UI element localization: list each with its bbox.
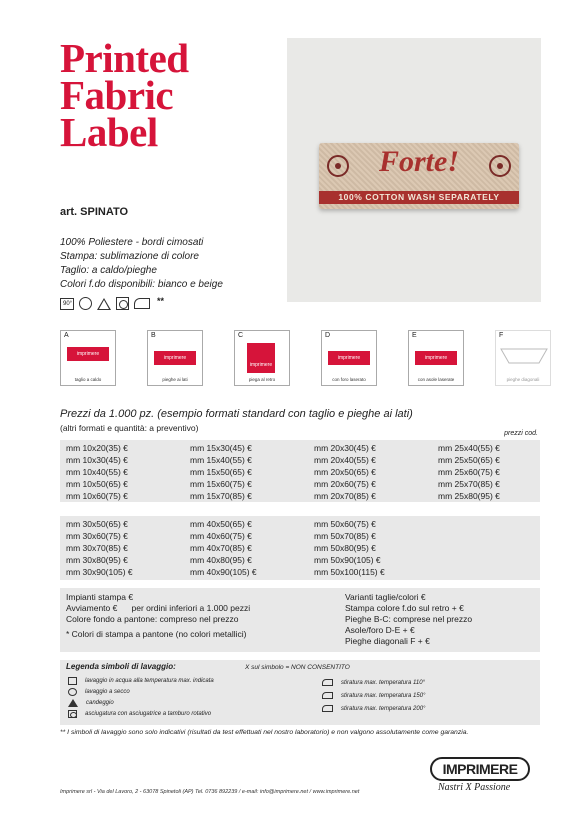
- care-symbols: [60, 297, 164, 310]
- format-tag: imprimere: [247, 343, 275, 373]
- description-line: Colori f.do disponibili: bianco e beige: [60, 279, 223, 290]
- legend-item: [322, 679, 425, 686]
- footer-address: Imprimere srl - Via del Lavoro, 2 - 63078 Spinetoli (AP) Tel. 0736 892239 / e-mail: info@imprimere.net / www.imprimere.net: [60, 789, 360, 795]
- format-caption: pieghe ai lati: [162, 377, 188, 382]
- dry-clean-icon: [68, 688, 77, 696]
- price-cell: mm 40x80(95) €: [190, 555, 252, 565]
- price-cell: mm 30x80(95) €: [66, 555, 128, 565]
- extras-panel: [60, 588, 540, 652]
- iron-icon: [322, 692, 333, 699]
- price-cell: mm 40x60(75) €: [190, 531, 252, 541]
- asterisks: **: [157, 295, 165, 306]
- legend-title: Legenda simboli di lavaggio:: [66, 662, 176, 671]
- legend-text: stiratura max. temperatura 150°: [341, 692, 426, 699]
- bleach-icon: [97, 298, 111, 310]
- legend-text: lavaggio a secco: [85, 689, 130, 695]
- format-caption: con asole laserate: [417, 377, 455, 382]
- fabric-label-image: [319, 143, 519, 209]
- price-cell: mm 30x50(65) €: [66, 519, 128, 529]
- legend-item: [322, 705, 425, 712]
- price-cell: mm 30x60(75) €: [66, 531, 128, 541]
- price-cell: mm 25x40(55) €: [438, 443, 500, 453]
- price-cell: mm 30x90(105) €: [66, 567, 133, 577]
- description: [60, 236, 223, 292]
- title-line-3: Label: [60, 109, 158, 155]
- iron-icon: [322, 679, 333, 686]
- price-cell: mm 10x20(35) €: [66, 443, 128, 453]
- price-column: [438, 442, 500, 502]
- prices-subtitle: (altri formati e quantità: a preventivo): [60, 423, 199, 433]
- legend-item: [68, 677, 214, 685]
- extras-left: [66, 592, 250, 640]
- price-cell: mm 15x70(85) €: [190, 491, 252, 501]
- price-column: [314, 442, 376, 502]
- price-cell: mm 10x50(65) €: [66, 479, 128, 489]
- legend-item: [68, 710, 211, 718]
- format-tag: imprimere: [154, 351, 196, 365]
- label-band-text: 100% COTTON WASH SEPARATELY: [338, 192, 500, 202]
- format-caption: taglio a caldo: [74, 377, 102, 382]
- legend-text: asciugatura con asciugatrice a tamburo rotativo: [85, 711, 212, 717]
- title-line-2: Fabric: [60, 72, 174, 118]
- dry-clean-icon: [79, 297, 92, 310]
- disclaimer: ** I simboli di lavaggio sono solo indicativi (risultati da test effettuati nel nostro laboratorio) e non valgono assolutamente come garanzia.: [60, 729, 469, 736]
- extras-right: [345, 592, 472, 647]
- tumble-dry-icon: [68, 710, 77, 718]
- price-cell: mm 10x40(55) €: [66, 467, 128, 477]
- format-tag: imprimere: [67, 347, 109, 361]
- price-cell: mm 50x90(105) €: [314, 555, 381, 565]
- legend-item: [68, 699, 114, 707]
- wash-icon: [68, 677, 77, 685]
- price-cell: mm 40x90(105) €: [190, 567, 257, 577]
- format-a: [60, 330, 116, 386]
- legend-text: candeggio: [86, 700, 114, 706]
- label-main-text: Forte!: [378, 145, 459, 178]
- format-f: [495, 330, 551, 386]
- legend-item: [68, 688, 130, 696]
- extras-line: Impianti stampa €: [66, 592, 134, 602]
- page-title: [60, 35, 260, 155]
- extras-line: Colore fondo a pantone: compreso nel prezzo: [66, 614, 239, 624]
- prices-title: Prezzi da 1.000 pz. (esempio formati standard con taglio e pieghe ai lati): [60, 408, 413, 420]
- price-cell: mm 25x50(65) €: [438, 455, 500, 465]
- price-cell: mm 25x80(95) €: [438, 491, 500, 501]
- price-cell: mm 40x70(85) €: [190, 543, 252, 553]
- format-caption: pieghe diagonali: [506, 377, 540, 382]
- price-cell: mm 15x40(55) €: [190, 455, 252, 465]
- diagonal-fold-shape: [497, 343, 551, 373]
- iron-icon: [134, 298, 150, 309]
- article-code: art. SPINATO: [60, 206, 129, 218]
- price-column: [190, 518, 257, 578]
- price-table-1: [60, 440, 540, 502]
- extras-line: Stampa colore f.do sul retro + €: [345, 603, 464, 613]
- price-cell: mm 25x70(85) €: [438, 479, 500, 489]
- extras-line: Pieghe diagonali F + €: [345, 636, 430, 646]
- legend-text: stiratura max. temperatura 200°: [341, 705, 426, 712]
- format-caption: con foro laserato: [332, 377, 366, 382]
- extras-line: Pieghe B-C: comprese nel prezzo: [345, 614, 473, 624]
- price-cell: mm 30x70(85) €: [66, 543, 128, 553]
- price-column: [314, 518, 385, 578]
- format-letter: D: [325, 332, 331, 339]
- legend-item: [322, 692, 425, 699]
- price-column: [190, 442, 252, 502]
- extras-note: * Colori di stampa a pantone (no colori metallici): [66, 629, 247, 639]
- bleach-icon: [68, 699, 78, 707]
- extras-line: Varianti taglie/colori €: [345, 592, 426, 602]
- format-e: [408, 330, 464, 386]
- title-line-1: Printed: [60, 35, 189, 81]
- price-column: [66, 518, 133, 578]
- format-letter: F: [499, 332, 504, 339]
- legend-text: lavaggio in acqua alla temperatura max. indicata: [85, 678, 214, 684]
- price-cell: mm 10x60(75) €: [66, 491, 128, 501]
- brand-logo: [430, 757, 540, 793]
- brand-name: IMPRIMERE: [430, 757, 530, 781]
- iron-icon: [322, 705, 333, 712]
- format-b: [147, 330, 203, 386]
- brand-slogan: Nastri X Passione: [438, 782, 511, 793]
- format-caption: piega al retro: [248, 377, 276, 382]
- price-cell: mm 25x60(75) €: [438, 467, 500, 477]
- price-cell: mm 20x60(75) €: [314, 479, 376, 489]
- price-cell: mm 15x60(75) €: [190, 479, 252, 489]
- description-line: Taglio: a caldo/pieghe: [60, 265, 157, 276]
- price-cell: mm 50x70(85) €: [314, 531, 376, 541]
- price-cell: mm 50x60(75) €: [314, 519, 376, 529]
- price-cell: mm 20x70(85) €: [314, 491, 376, 501]
- wash-icon: [60, 298, 74, 310]
- price-cell: mm 50x80(95) €: [314, 543, 376, 553]
- extras-line: Avviamento € per ordini inferiori a 1.000 pezzi: [66, 603, 251, 613]
- price-cell: mm 20x30(45) €: [314, 443, 376, 453]
- wash-temperature: 90°: [63, 300, 73, 307]
- price-cell: mm 40x50(65) €: [190, 519, 252, 529]
- format-d: [321, 330, 377, 386]
- description-line: Stampa: sublimazione di colore: [60, 251, 199, 262]
- format-letter: A: [64, 332, 69, 339]
- price-cell: mm 10x30(45) €: [66, 455, 128, 465]
- format-tag: imprimere: [415, 351, 457, 365]
- price-cell: mm 50x100(115) €: [314, 567, 385, 577]
- description-line: 100% Poliestere - bordi cimosati: [60, 237, 204, 248]
- price-cell: mm 15x50(65) €: [190, 467, 252, 477]
- price-cell: mm 20x50(65) €: [314, 467, 376, 477]
- product-photo: [287, 38, 541, 302]
- format-letter: C: [238, 332, 244, 339]
- format-options: [60, 330, 551, 386]
- prices-code-label: prezzi cod.: [504, 430, 538, 437]
- price-cell: mm 15x30(45) €: [190, 443, 252, 453]
- format-c: [234, 330, 290, 386]
- price-cell: mm 20x40(55) €: [314, 455, 376, 465]
- legend-text: stiratura max. temperatura 110°: [341, 679, 425, 686]
- format-letter: E: [412, 332, 417, 339]
- tumble-dry-icon: [116, 297, 129, 310]
- format-tag: imprimere: [328, 351, 370, 365]
- extras-line: Asole/foro D-E + €: [345, 625, 415, 635]
- format-letter: B: [151, 332, 156, 339]
- price-table-2: [60, 516, 540, 580]
- care-legend: [60, 660, 540, 725]
- legend-x-note: X sul simbolo = NON CONSENTITO: [245, 664, 350, 671]
- price-column: [66, 442, 128, 502]
